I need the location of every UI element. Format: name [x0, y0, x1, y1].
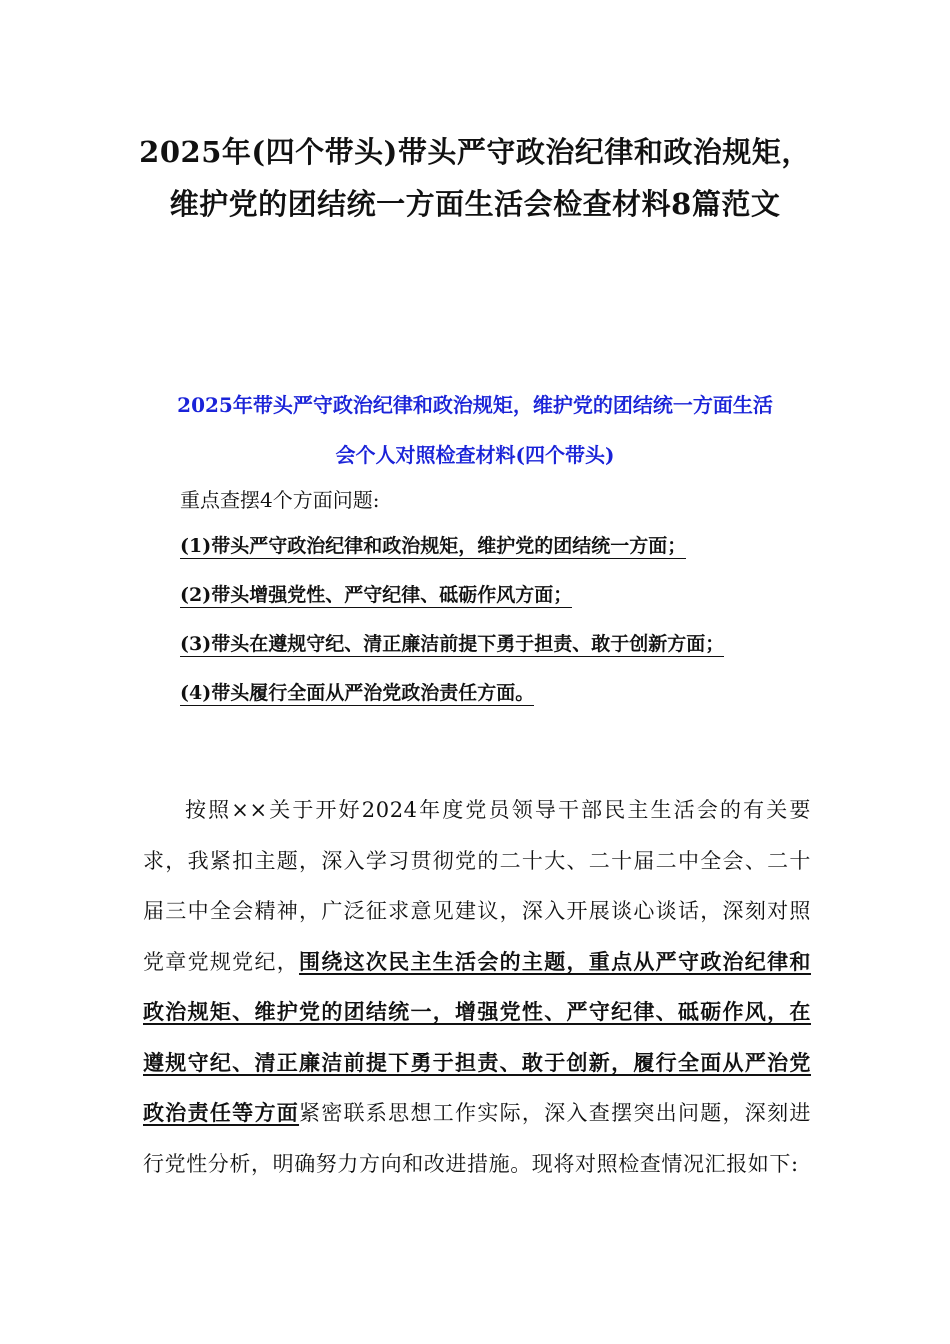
issue-item: [180, 582, 830, 631]
section-heading-line-1: 2025年带头严守政治纪律和政治规矩，维护党的团结统一方面生活: [177, 393, 773, 417]
issue-item-text: (1)带头严守政治纪律和政治规矩，维护党的团结统一方面；: [180, 535, 687, 557]
issue-item-text: (3)带头在遵规守纪、清正廉洁前提下勇于担责、敢于创新方面；: [180, 633, 725, 655]
title-line-2: 维护党的团结统一方面生活会检查材料8篇范文: [169, 187, 781, 221]
issue-item: [180, 631, 830, 680]
issue-item: [180, 533, 830, 582]
title-line-1: 2025年(四个带头)带头严守政治纪律和政治规矩，: [139, 135, 811, 169]
paragraph-text-part2: 紧密联系思想工作实际，深入查摆突出问题，深刻进行党性分析，明确努力方向和改进措施。现将对照检查情况汇报如下:: [143, 1101, 811, 1176]
paragraph-text-part1: 按照××关于开好2024年度党员领导干部民主生活会的有关要求，我紧扣主题，深入学习贯彻党的二十大、二十届二中全会、二十届三中全会精神，广泛征求意见建议，深入开展谈心谈话，深刻对照党章党规党纪，: [143, 798, 811, 974]
section-heading: [60, 380, 890, 480]
issue-list: [180, 533, 830, 729]
issue-item-text: (4)带头履行全面从严治党政治责任方面。: [180, 682, 535, 704]
body-paragraph: [143, 785, 811, 1189]
intro-text: 重点查摆4个方面问题:: [180, 488, 380, 512]
issue-item: [180, 680, 830, 729]
document-title: [60, 126, 890, 230]
paragraph-emphasis: 围绕这次民主生活会的主题，重点从严守政治纪律和政治规矩、维护党的团结统一，增强党性、严守纪律、砥砺作风，在遵规守纪、清正廉洁前提下勇于担责、敢于创新，履行全面从严治党政治责任等方面: [143, 948, 811, 1125]
section-heading-line-2: 会个人对照检查材料(四个带头): [335, 443, 615, 467]
issue-item-text: (2)带头增强党性、严守纪律、砥砺作风方面；: [180, 584, 573, 606]
